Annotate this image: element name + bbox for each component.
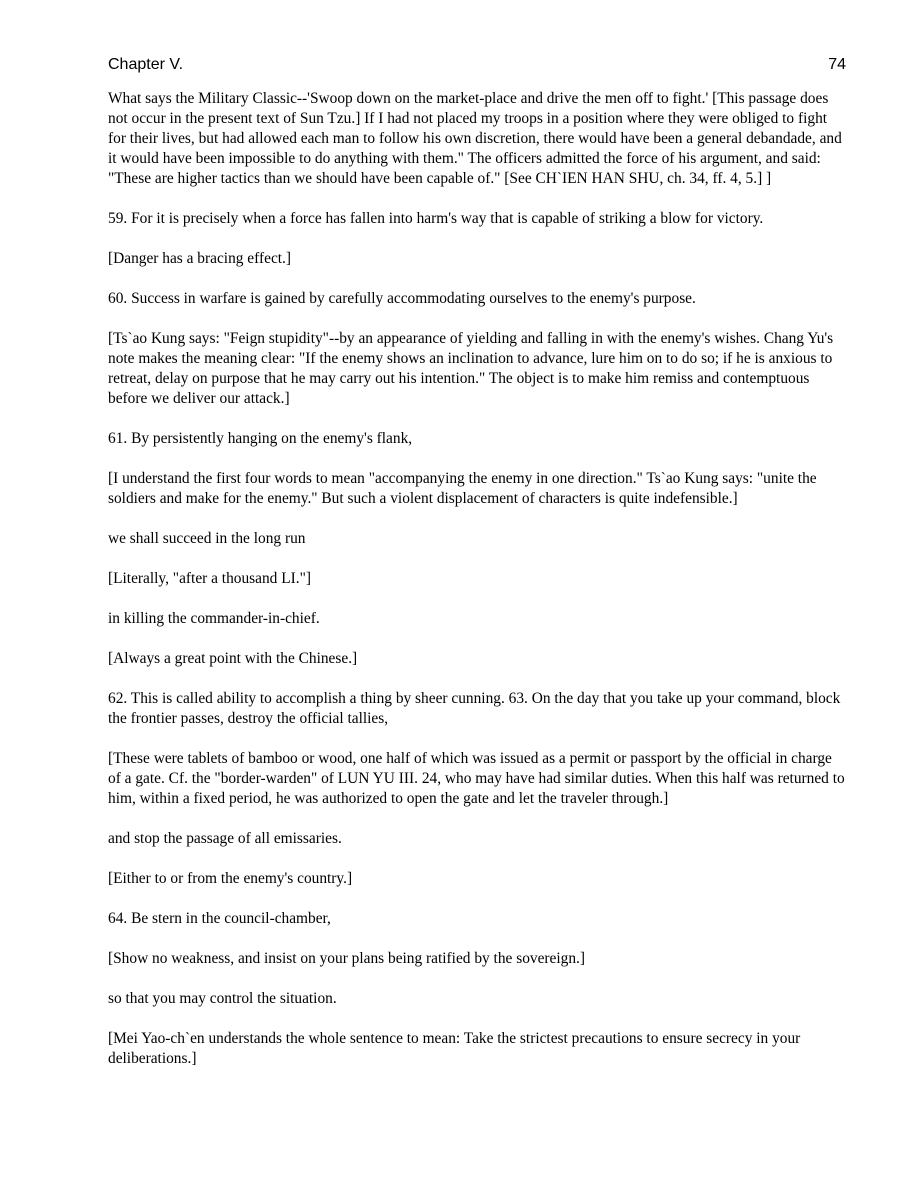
- paragraph: [Danger has a bracing effect.]: [108, 250, 292, 267]
- chapter-title: Chapter V.: [108, 56, 184, 73]
- paragraph: so that you may control the situation.: [108, 990, 337, 1007]
- paragraph: in killing the commander-in-chief.: [108, 610, 320, 627]
- paragraph: we shall succeed in the long run: [108, 530, 306, 547]
- paragraph: [Ts`ao Kung says: "Feign stupidity"--by an appearance of yielding and falling in with the enemy's wishes. Chang Yu's note makes the meaning clear: "If the enemy shows an inclination to advance, lure him on to do so; if he is anxious to retreat, delay on purpose that he may carry out his intention." The object is to make him remiss and contemptuous before we deliver our attack.]: [108, 330, 834, 407]
- page-header: [108, 56, 846, 80]
- paragraph: What says the Military Classic--'Swoop down on the market-place and drive the men off to fight.' [This passage does not occur in the present text of Sun Tzu.] If I had not placed my troops in a position where they were obliged to fight for their lives, but had allowed each man to follow his own discretion, there would have been a general debandade, and it would have been impossible to do anything with them." The officers admitted the force of his argument, and said: "These are higher tactics than we should have been capable of." [See CH`IEN HAN SHU, ch. 34, ff. 4, 5.] ]: [108, 90, 842, 187]
- paragraph: [Mei Yao-ch`en understands the whole sentence to mean: Take the strictest precautions to ensure secrecy in your deliberations.]: [108, 1030, 801, 1067]
- paragraph: [Literally, "after a thousand LI."]: [108, 570, 312, 587]
- paragraph: [Show no weakness, and insist on your plans being ratified by the sovereign.]: [108, 950, 586, 967]
- paragraph: 64. Be stern in the council-chamber,: [108, 910, 331, 927]
- paragraph: 62. This is called ability to accomplish a thing by sheer cunning. 63. On the day that you take up your command, block the frontier passes, destroy the official tallies,: [108, 690, 841, 727]
- page-body: [108, 89, 848, 1089]
- paragraph: [These were tablets of bamboo or wood, one half of which was issued as a permit or passport by the official in charge of a gate. Cf. the "border-warden" of LUN YU III. 24, who may have had similar duties. When this half was returned to him, within a fixed period, he was authorized to open the gate and let the traveler through.]: [108, 750, 845, 807]
- paragraph: [Either to or from the enemy's country.]: [108, 870, 353, 887]
- page-number: 74: [828, 56, 846, 73]
- paragraph: 60. Success in warfare is gained by carefully accommodating ourselves to the enemy's purpose.: [108, 290, 696, 307]
- paragraph: and stop the passage of all emissaries.: [108, 830, 342, 847]
- paragraph: [I understand the first four words to mean "accompanying the enemy in one direction." Ts`ao Kung says: "unite the soldiers and make for the enemy." But such a violent displacement of characters is quite indefensible.]: [108, 470, 817, 507]
- paragraph: [Always a great point with the Chinese.]: [108, 650, 358, 667]
- paragraph: 59. For it is precisely when a force has fallen into harm's way that is capable of striking a blow for victory.: [108, 210, 764, 227]
- paragraph: 61. By persistently hanging on the enemy's flank,: [108, 430, 413, 447]
